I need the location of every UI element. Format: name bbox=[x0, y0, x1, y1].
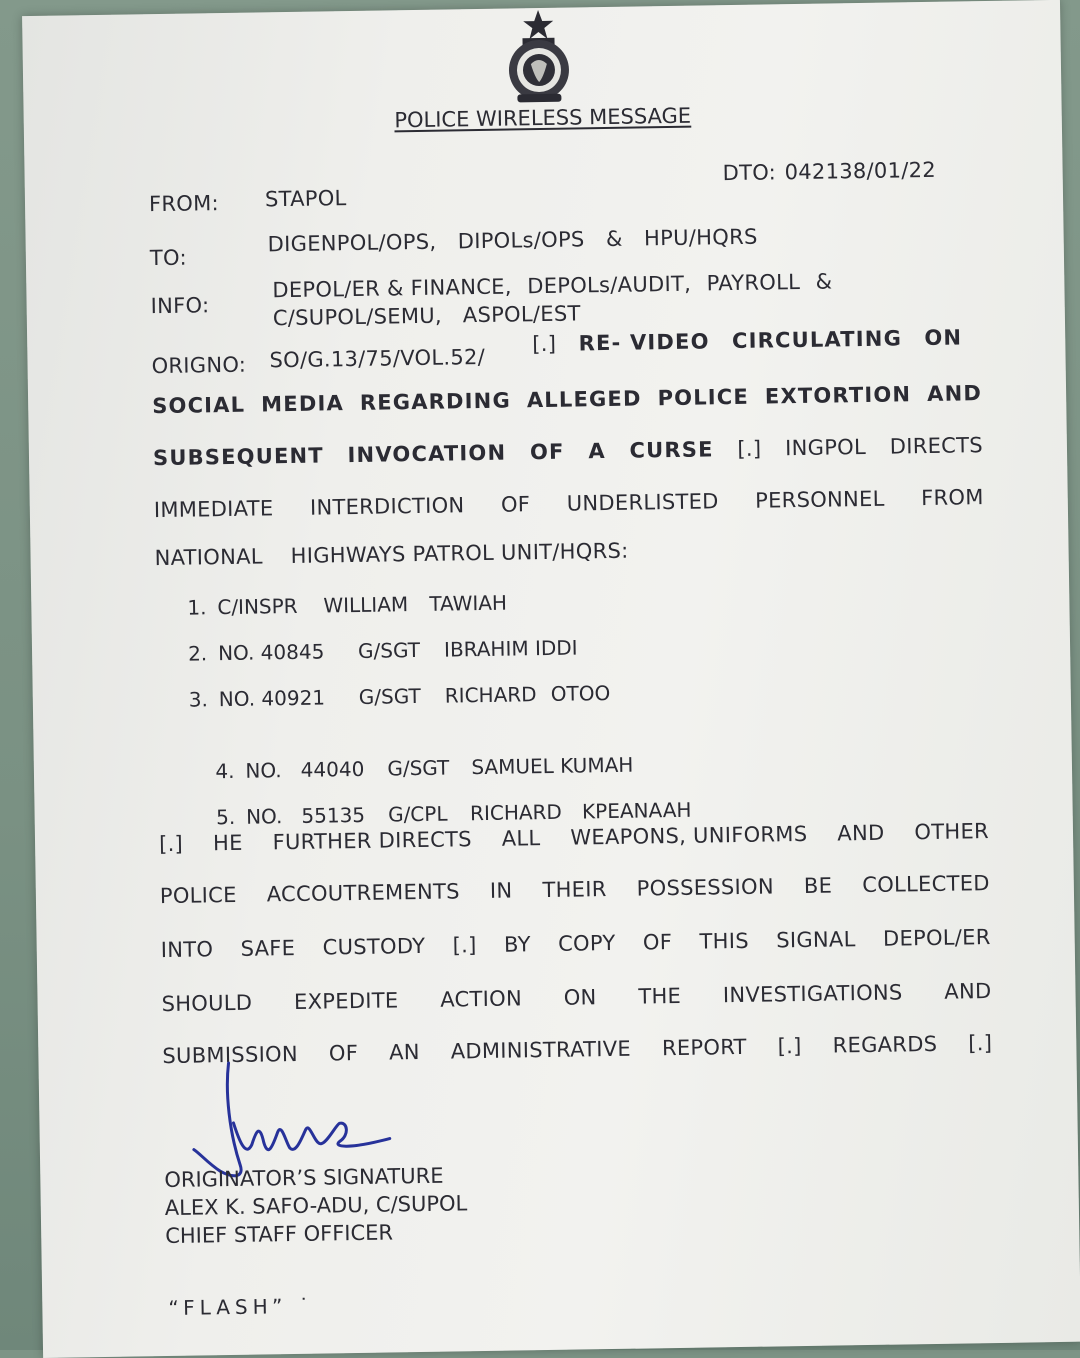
info-line-2: C/SUPOL/SEMU, ASPOL/EST bbox=[272, 301, 581, 331]
origno-label: ORIGNO: bbox=[151, 352, 247, 379]
personnel-item-5: 5. NO. 55135 G/CPL RICHARD KPEANAAH bbox=[215, 797, 692, 830]
body-line-10: SUBMISSION OF AN ADMINISTRATIVE REPORT [.] REGARDS [.] bbox=[162, 1031, 993, 1069]
from-label: FROM: bbox=[148, 191, 220, 217]
body-line-2: SOCIAL MEDIA REGARDING ALLEGED POLICE EXTORTION AND bbox=[152, 381, 983, 419]
document-page bbox=[22, 0, 1080, 1358]
personnel-item-3: 3. NO. 40921 G/SGT RICHARD OTOO bbox=[188, 680, 611, 712]
body-line-4: IMMEDIATE INTERDICTION OF UNDERLISTED PERSONNEL FROM bbox=[153, 485, 984, 523]
body-line-1: [.] RE- VIDEO CIRCULATING ON bbox=[532, 325, 963, 357]
originator-label: ORIGINATOR’S SIGNATURE bbox=[164, 1163, 444, 1193]
personnel-item-4: 4. NO. 44040 G/SGT SAMUEL KUMAH bbox=[215, 752, 634, 784]
to-label: TO: bbox=[149, 245, 188, 271]
originator-name: ALEX K. SAFO-ADU, C/SUPOL bbox=[164, 1191, 468, 1221]
originator-title: CHIEF STAFF OFFICER bbox=[165, 1220, 394, 1249]
body-line-6: [.] HE FURTHER DIRECTS ALL WEAPONS, UNIFORMS AND OTHER bbox=[158, 819, 990, 857]
body-line-5: NATIONAL HIGHWAYS PATROL UNIT/HQRS: bbox=[154, 538, 629, 571]
personnel-item-1: 1. C/INSPR WILLIAM TAWIAH bbox=[187, 590, 508, 620]
to-value: DIGENPOL/OPS, DIPOLs/OPS & HPU/HQRS bbox=[267, 224, 758, 257]
body-line-9: SHOULD EXPEDITE ACTION ON THE INVESTIGATIONS AND bbox=[161, 979, 992, 1017]
priority-flash: “FLASH” ˙ bbox=[168, 1293, 314, 1321]
document-title: POLICE WIRELESS MESSAGE bbox=[394, 103, 692, 133]
personnel-item-2: 2. NO. 40845 G/SGT IBRAHIM IDDI bbox=[187, 635, 578, 666]
from-value: STAPOL bbox=[264, 186, 347, 212]
body-line-3: SUBSEQUENT INVOCATION OF A CURSE [.] INGPOL DIRECTS bbox=[152, 433, 984, 471]
info-line-1: DEPOL/ER & FINANCE, DEPOLs/AUDIT, PAYROLL & bbox=[272, 269, 833, 303]
origno-value: SO/G.13/75/VOL.52/ bbox=[269, 344, 486, 373]
ghana-police-crest-icon bbox=[488, 7, 590, 109]
body-line-7: POLICE ACCOUTREMENTS IN THEIR POSSESSION BE COLLECTED bbox=[159, 871, 990, 909]
dto-value: 042138/01/22 bbox=[784, 157, 937, 185]
body-line-8: INTO SAFE CUSTODY [.] BY COPY OF THIS SIGNAL DEPOL/ER bbox=[160, 925, 991, 963]
dto-label: DTO: bbox=[722, 160, 777, 186]
info-label: INFO: bbox=[150, 293, 210, 319]
